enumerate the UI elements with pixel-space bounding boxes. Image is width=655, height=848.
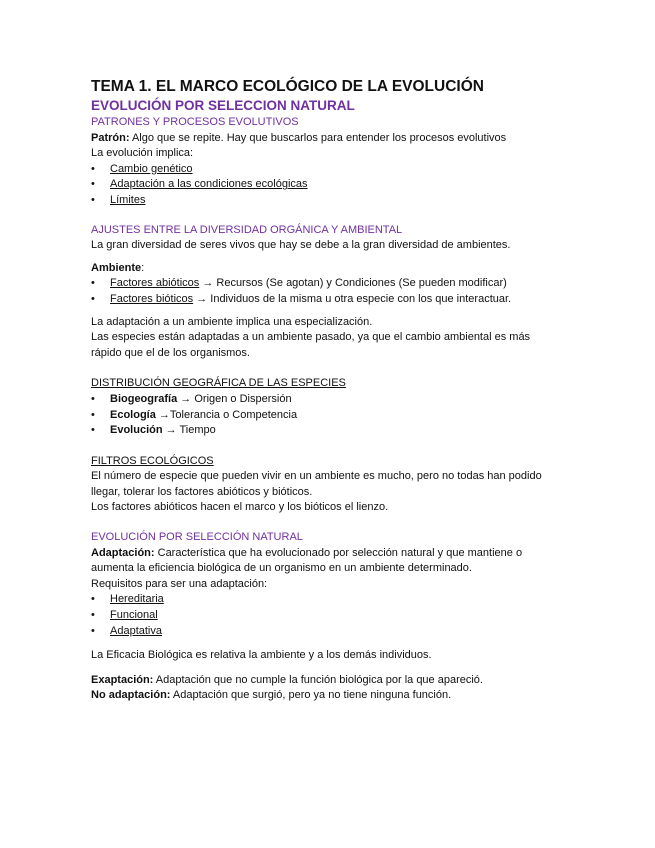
implica-list (91, 162, 561, 209)
especializacion-paragraph: La adaptación a un ambiente implica una especialización. (91, 315, 373, 328)
bullet-icon: • (91, 609, 95, 622)
filtros-paragraph: El número de especie que pueden vivir en un ambiente es mucho, pero no todas han podido llegar, tolerar los factores abióticos y bióticos. (91, 470, 542, 498)
subheading-distribucion: DISTRIBUCIÓN GEOGRÁFICA DE LAS ESPECIES (91, 377, 346, 390)
list-item: • Evolución → Tiempo (91, 423, 561, 439)
list-item: • Adaptativa (91, 624, 561, 640)
eficacia-paragraph: La Eficacia Biológica es relativa la ambiente y a los demás individuos. (91, 649, 432, 662)
list-item: • Adaptación a las condiciones ecológicas (91, 177, 561, 193)
patron-label: Patrón: (91, 131, 130, 144)
distribucion-list (91, 392, 561, 439)
list-item: • Factores bióticos → Individuos de la misma u otra especie con los que interactuar. (91, 292, 561, 308)
ambiente-label-line: Ambiente: (91, 261, 145, 274)
document-title: TEMA 1. EL MARCO ECOLÓGICO DE LA EVOLUCIÓN (91, 78, 484, 95)
bullet-icon: • (91, 593, 95, 606)
marco-lienzo-paragraph: Los factores abióticos hacen el marco y los bióticos el lienzo. (91, 501, 389, 514)
no-adaptacion-paragraph: No adaptación: Adaptación que surgió, pero ya no tiene ninguna función. (91, 689, 452, 702)
bullet-icon: • (91, 292, 95, 305)
list-item: • Hereditaria (91, 592, 561, 608)
subheading-patrones: PATRONES Y PROCESOS EVOLUTIVOS (91, 116, 299, 128)
list-item: • Límites (91, 193, 561, 209)
patron-paragraph (91, 131, 561, 147)
bullet-icon: • (91, 408, 95, 421)
bullet-icon: • (91, 277, 95, 290)
list-item: • Factores abióticos → Recursos (Se agotan) y Condiciones (Se pueden modificar) (91, 276, 561, 292)
ambiente-label: Ambiente (91, 261, 142, 274)
section-heading-seleccion-natural: EVOLUCIÓN POR SELECCION NATURAL (91, 98, 355, 113)
requisitos-list (91, 592, 561, 639)
exaptacion-label: Exaptación: (91, 673, 154, 686)
exaptacion-paragraph: Exaptación: Adaptación que no cumple la función biológica por la que apareció. (91, 673, 483, 686)
subheading-ajustes: AJUSTES ENTRE LA DIVERSIDAD ORGÁNICA Y AMBIENTAL (91, 223, 403, 236)
bullet-icon: • (91, 178, 95, 191)
implica-paragraph: La evolución implica: (91, 147, 194, 160)
document-page (91, 77, 561, 704)
adaptacion-paragraph: Adaptación: Característica que ha evolucionado por selección natural y que mantiene o aumenta la eficiencia biológica de un organismo en un ambiente determinado. (91, 546, 523, 575)
list-item: • Ecología →Tolerancia o Competencia (91, 408, 561, 424)
ambiente-pasado-paragraph: Las especies están adaptadas a un ambiente pasado, ya que el cambio ambiental es más rápido que el de los organismos. (91, 331, 531, 359)
bullet-icon: • (91, 624, 95, 637)
ambiente-list (91, 276, 561, 307)
bullet-icon: • (91, 392, 95, 405)
bullet-icon: • (91, 424, 95, 437)
patron-text: Algo que se repite. Hay que buscarlos para entender los procesos evolutivos (129, 131, 507, 144)
list-item: • Cambio genético (91, 162, 561, 178)
requisitos-paragraph: Requisitos para ser una adaptación: (91, 577, 268, 590)
adaptacion-label: Adaptación: (91, 546, 155, 559)
no-adaptacion-label: No adaptación: (91, 689, 171, 702)
diversidad-paragraph: La gran diversidad de seres vivos que hay se debe a la gran diversidad de ambientes. (91, 239, 511, 252)
subheading-evolucion-seleccion: EVOLUCIÓN POR SELECCIÓN NATURAL (91, 531, 303, 544)
list-item: • Funcional (91, 608, 561, 624)
bullet-icon: • (91, 162, 95, 175)
bullet-icon: • (91, 193, 95, 206)
list-item: • Biogeografía → Origen o Dispersión (91, 392, 561, 408)
subheading-filtros: FILTROS ECOLÓGICOS (91, 454, 214, 467)
